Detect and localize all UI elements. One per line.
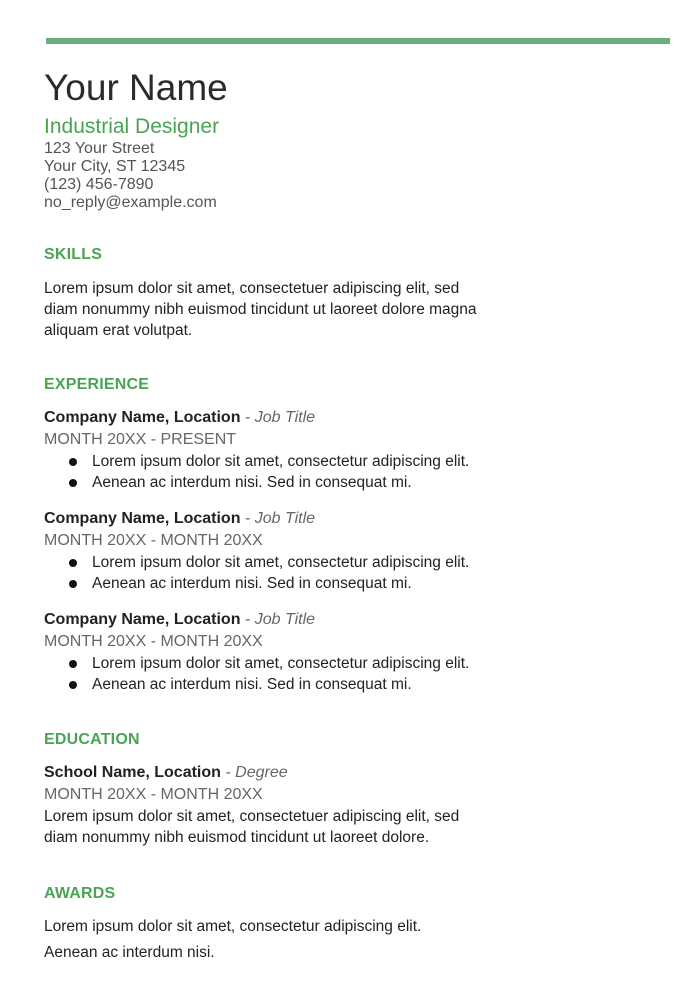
job-bullet: Aenean ac interdum nisi. Sed in consequat mi. (92, 573, 664, 594)
job-dates: MONTH 20XX - PRESENT (44, 431, 237, 448)
job-header (44, 407, 664, 429)
header-rule (46, 38, 670, 44)
education-heading: EDUCATION (44, 731, 140, 748)
contact-phone: (123) 456-7890 (44, 176, 154, 193)
job-bullet: Lorem ipsum dolor sit amet, consectetur adipiscing elit. (92, 552, 664, 573)
job-entry (44, 609, 664, 695)
job-dates: MONTH 20XX - MONTH 20XX (44, 633, 263, 650)
job-dates: MONTH 20XX - MONTH 20XX (44, 532, 263, 549)
job-title: - Job Title (240, 611, 316, 628)
job-bullets (44, 653, 664, 695)
job-bullets (44, 552, 664, 594)
resume-page (44, 66, 664, 966)
job-company: Company Name, Location (44, 510, 241, 527)
education-line: diam nonummy nibh euismod tincidunt ut laoreet dolore. (44, 829, 430, 846)
job-entry (44, 407, 664, 493)
skills-line: aliquam erat volutpat. (44, 322, 193, 339)
skills-text (44, 278, 554, 341)
education-dates: MONTH 20XX - MONTH 20XX (44, 786, 263, 803)
education-header (44, 762, 664, 784)
job-company: Company Name, Location (44, 409, 241, 426)
contact-city: Your City, ST 12345 (44, 158, 186, 175)
awards-text (44, 914, 664, 966)
skills-heading: SKILLS (44, 246, 103, 263)
award-line: Aenean ac interdum nisi. (44, 944, 215, 961)
skills-line: Lorem ipsum dolor sit amet, consectetuer adipiscing elit, sed (44, 280, 460, 297)
job-header (44, 508, 664, 530)
contact-block (44, 140, 664, 212)
skills-line: diam nonummy nibh euismod tincidunt ut laoreet dolore magna (44, 301, 477, 318)
candidate-name: Your Name (44, 67, 228, 108)
awards-heading: AWARDS (44, 885, 116, 902)
job-bullet: Aenean ac interdum nisi. Sed in consequat mi. (92, 472, 664, 493)
job-title: - Job Title (240, 510, 316, 527)
job-company: Company Name, Location (44, 611, 241, 628)
job-bullet: Lorem ipsum dolor sit amet, consectetur adipiscing elit. (92, 451, 664, 472)
award-line: Lorem ipsum dolor sit amet, consectetur adipiscing elit. (44, 918, 422, 935)
contact-email: no_reply@example.com (44, 194, 217, 211)
job-title: - Job Title (240, 409, 316, 426)
experience-heading: EXPERIENCE (44, 376, 150, 393)
job-bullets (44, 451, 664, 493)
contact-street: 123 Your Street (44, 140, 155, 157)
job-bullet: Lorem ipsum dolor sit amet, consectetur adipiscing elit. (92, 653, 664, 674)
job-header (44, 609, 664, 631)
school-name: School Name, Location (44, 764, 221, 781)
job-bullet: Aenean ac interdum nisi. Sed in consequat mi. (92, 674, 664, 695)
education-text (44, 806, 554, 848)
education-line: Lorem ipsum dolor sit amet, consectetuer adipiscing elit, sed (44, 808, 460, 825)
education-entry (44, 762, 664, 848)
job-entry (44, 508, 664, 594)
degree: - Degree (220, 764, 288, 781)
candidate-role: Industrial Designer (44, 115, 220, 138)
